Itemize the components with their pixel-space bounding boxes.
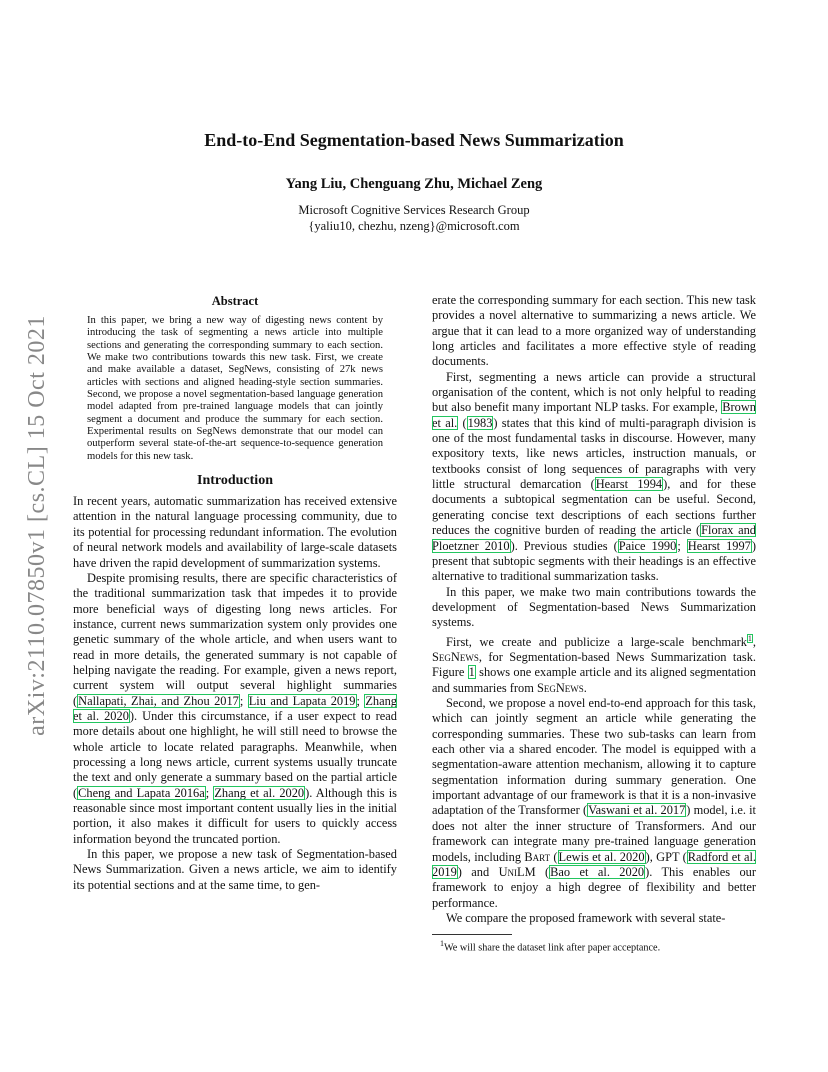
text-run: First, segmenting a news article can provide a structural organisation of the content, which is not only helpful to reading but also benefit many important NLP tasks. For example, [432, 369, 756, 415]
text-run: ), and for these documents a subtopical segmentation can be useful. Second, generating concise text descriptions of each sections further reduces the cognitive burden of reading the article ( [432, 477, 756, 538]
text-run: , [752, 634, 756, 649]
abstract-text: In this paper, we bring a new way of digesting news content by introducing the task of segmenting a news article into multiple sections and generating the corresponding summary to each section. We make two contributions towards this new task. First, we create and make available a dataset, SegNews, consisting of 27k news articles with sections and aligned heading-style section summaries. Second, we propose a novel segmentation-based language generation model adapted from pre-trained language models that can jointly segment a document and produce the summary for each section. Experimental results on SegNews demonstrate that our model can outperform several state-of-the-art sequence-to-sequence generation models for this new task. [87, 315, 383, 462]
text-run: ). Although this is reasonable since most important content usually lies in the initial portion, it also makes it difficult for users to quickly access information beyond the truncated portion. [73, 785, 398, 846]
citation-link[interactable]: Nallapati, Zhai, and Zhou 2017 [78, 693, 239, 708]
text-run: . [583, 680, 587, 695]
footnote-divider [432, 934, 512, 935]
author-affiliation-block [0, 202, 828, 234]
text-run: ). This enables our framework to enjoy a high degree of flexibility and better performance. [432, 864, 756, 910]
text-run: ; [239, 693, 248, 708]
arxiv-identifier-stamp [20, 295, 54, 755]
citation-link[interactable]: 1983 [467, 415, 493, 430]
text-run: ( [458, 415, 467, 430]
text-run: ; [205, 785, 214, 800]
citation-link[interactable]: Hearst 1997 [687, 538, 751, 553]
citation-link[interactable]: Zhang et al. 2020 [73, 693, 397, 723]
arxiv-identifier-text: arXiv:2110.07850v1 [cs.CL] 15 Oct 2021 [23, 314, 50, 736]
text-run: ). Under this circumstance, if a user expect to read more details about one highlight, he will still need to browse the whole article to locate related paragraphs. Meanwhile, when processing a long news article, current systems usually truncate the text and only generate a summary based on the partial article ( [73, 708, 397, 800]
text-run: ). Previous studies ( [510, 538, 618, 553]
citation-link[interactable]: Vaswani et al. 2017 [588, 803, 686, 818]
author-emails: {yaliu10, chezhu, nzeng}@microsoft.com [308, 219, 520, 233]
right-paragraph-continuation: erate the corresponding summary for each section. This new task provides a novel alternative to summarizing a news article. We argue that it can lead to a more organized way of understanding long articles and facilitates a more effective style of reading documents. [432, 293, 756, 369]
model-name: UniLM [498, 864, 536, 879]
intro-paragraph-1: In recent years, automatic summarization has received extensive attention in the natural language processing community, due to its potential for processing redundant information. The evolution of neural network models and availability of large-scale datasets have driven the rapid development of summarization systems. [73, 494, 397, 570]
right-paragraph-approach [432, 696, 756, 911]
text-run: ) states that this kind of multi-paragraph division is one of the most fundamental tasks in discourse. However, many expository texts, like news articles, instruction manuals, or textbooks consist of long sequences of paragraphs with very little structural demarcation ( [432, 415, 756, 492]
text-run: shows one example article and its aligned segmentation and summaries from [432, 665, 756, 695]
affiliation: Microsoft Cognitive Services Research Group [298, 203, 530, 217]
text-run: ; [356, 693, 365, 708]
paper-title: End-to-End Segmentation-based News Summarization [204, 130, 624, 150]
citation-link[interactable]: Florax and Ploetzner 2010 [432, 523, 756, 553]
text-run: ) model, i.e. it does not alter the inner structure of Transformers. And our framework can integrate many pre-trained language generation models, including [432, 803, 756, 864]
text-run: ; [677, 538, 687, 553]
citation-link[interactable]: Radford et al. 2019 [432, 849, 757, 879]
right-paragraph-benchmark [432, 631, 756, 697]
citation-link[interactable]: Cheng and Lapata 2016a [78, 785, 205, 800]
footnote-link[interactable]: 1 [747, 633, 752, 643]
citation-link[interactable]: Zhang et al. 2020 [214, 785, 305, 800]
text-run: Despite promising results, there are specific characteristics of the traditional summarization task that impedes it to provide more beneficial ways of digesting long news articles. For instance, current news summarization system only provides one genetic summary of the whole article, and when users want to read in more details, the generated summary is not capable of helping navigate the reading. For example, given a news report, current system will output several highlight summaries ( [73, 570, 397, 708]
citation-link[interactable]: Paice 1990 [618, 538, 677, 553]
dataset-name: SegNews [432, 650, 479, 665]
footnote [440, 938, 756, 954]
text-run: ( [550, 849, 558, 864]
citation-link[interactable]: Lewis et al. 2020 [558, 849, 645, 864]
citation-link[interactable]: Liu and Lapata 2019 [248, 693, 356, 708]
citation-link[interactable]: Bao et al. 2020 [550, 864, 645, 879]
paper-authors: Yang Liu, Chenguang Zhu, Michael Zeng [285, 176, 543, 192]
footnote-text: We will share the dataset link after paper acceptance. [444, 942, 661, 954]
model-name: Bart [524, 849, 551, 864]
text-run: , for Segmentation-based News Summarization task. Figure [432, 650, 756, 680]
footnote-mark: 1 [440, 939, 444, 949]
text-run: ), GPT ( [645, 849, 687, 864]
right-paragraph-structure [432, 370, 756, 585]
citation-link[interactable]: Hearst 1994 [595, 477, 663, 492]
intro-paragraph-3: In this paper, we propose a new task of Segmentation-based News Summarization. Given a news article, we aim to identify its potential sections and at the same time, to gen- [73, 847, 397, 892]
figure-link[interactable]: 1 [468, 665, 475, 680]
abstract-heading: Abstract [211, 294, 259, 308]
abstract-body [87, 315, 383, 463]
left-column [73, 294, 397, 893]
dataset-name: SegNews [536, 680, 584, 695]
right-paragraph-contributions: In this paper, we make two main contributions towards the development of Segmentation-based News Summarization systems. [432, 584, 756, 630]
right-column [432, 293, 756, 955]
text-run: ) and [457, 864, 499, 879]
citation-link[interactable]: Brown et al. [432, 400, 756, 430]
text-run: Second, we propose a novel end-to-end approach for this task, which can jointly segment an article while generating the corresponding summaries. These two sub-tasks can learn from each other via a shared encoder. The model is equipped with a segmentation-aware attention mechanism, allowing it to capture segmentation information during summary generation. One important advantage of our framework is that it is a non-invasive adaptation of the Transformer ( [432, 696, 756, 818]
text-run: ) present that subtopic segments with their headings is an effective alternative to traditional summarization tasks. [432, 538, 757, 584]
right-paragraph-compare: We compare the proposed framework with several state- [446, 910, 726, 925]
intro-paragraph-2 [73, 571, 397, 847]
text-run: ( [535, 864, 550, 879]
text-run: First, we create and publicize a large-scale benchmark [446, 634, 747, 649]
introduction-heading: Introduction [197, 473, 273, 489]
